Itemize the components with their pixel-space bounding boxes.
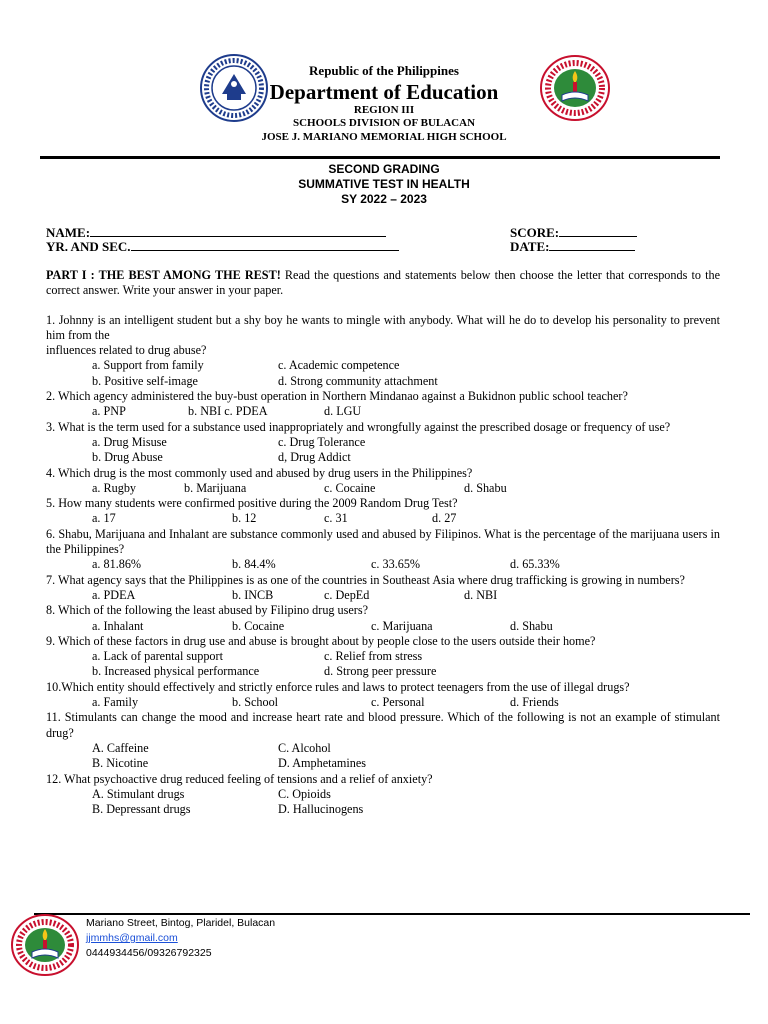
answer-option[interactable]: b. Marijuana	[184, 480, 247, 495]
question-item	[46, 313, 720, 389]
part1-instructions	[46, 268, 720, 299]
answer-option[interactable]: c. DepEd	[324, 587, 370, 602]
answer-option[interactable]: C. Opioids	[278, 786, 331, 801]
answer-option[interactable]: d. Shabu	[464, 480, 507, 495]
answer-option[interactable]: a. Support from family	[92, 358, 204, 373]
answer-row	[46, 404, 720, 419]
answer-row	[46, 588, 720, 603]
question-text: 7. What agency says that the Philippines is as one of the countries in Southeast Asia where drug trafficking is growing in numbers?	[46, 572, 685, 587]
footer-school-seal	[10, 914, 80, 976]
answer-option[interactable]: a. PNP	[92, 404, 126, 419]
answer-option[interactable]: a. Lack of parental support	[92, 649, 223, 664]
answer-option[interactable]: D. Hallucinogens	[278, 802, 364, 817]
school-line: JOSE J. MARIANO MEMORIAL HIGH SCHOOL	[261, 131, 507, 143]
question-list	[46, 313, 720, 818]
title-sy: SY 2022 – 2023	[341, 192, 427, 206]
department-title: Department of Education	[269, 80, 499, 104]
question-item	[46, 420, 720, 466]
date-field[interactable]	[510, 238, 635, 255]
answer-row	[46, 664, 720, 679]
answer-option[interactable]: D. Amphetamines	[278, 756, 367, 771]
answer-option[interactable]: b. 12	[232, 511, 257, 526]
answer-option[interactable]: d, Drug Addict	[278, 450, 351, 465]
answer-option[interactable]: b. Cocaine	[232, 618, 285, 633]
question-item	[46, 496, 720, 527]
answer-row	[46, 358, 720, 373]
region-line: REGION III	[353, 104, 415, 116]
question-item	[46, 573, 720, 604]
yr-sec-field[interactable]	[46, 238, 399, 255]
question-text-continued: influences related to drug abuse?	[46, 343, 207, 358]
republic-line: Republic of the Philippines	[309, 63, 459, 78]
question-text: 2. Which agency administered the buy-bust operation in Northern Mindanao against a Bukidnon public school teacher?	[46, 389, 628, 404]
answer-option[interactable]: b. Increased physical performance	[92, 664, 260, 679]
answer-row	[46, 557, 720, 572]
answer-option[interactable]: c. Relief from stress	[324, 649, 423, 664]
answer-option[interactable]: c. Marijuana	[371, 618, 433, 633]
answer-row	[46, 695, 720, 710]
footer-email-link[interactable]: jjmmhs@gmail.com	[86, 932, 178, 944]
answer-row	[46, 435, 720, 450]
answer-option[interactable]: d. Shabu	[510, 618, 553, 633]
date-label: DATE:	[510, 239, 550, 254]
answer-option[interactable]: b. NBI c. PDEA	[188, 404, 268, 419]
answer-option[interactable]: d. LGU	[324, 404, 362, 419]
answer-option[interactable]: a. Drug Misuse	[92, 434, 167, 449]
answer-option[interactable]: B. Depressant drugs	[92, 802, 191, 817]
question-item	[46, 634, 720, 680]
answer-row	[46, 511, 720, 526]
question-item	[46, 466, 720, 497]
question-item	[46, 389, 720, 420]
answer-option[interactable]: d. 65.33%	[510, 557, 560, 572]
question-text: 3. What is the term used for a substance used inappropriately and wrongfully against the prescribed dosage or frequency of use?	[46, 419, 671, 434]
question-text: 10.Which entity should effectively and strictly enforce rules and laws to protect teenagers from the use of illegal drugs?	[46, 679, 630, 694]
answer-option[interactable]: b. Drug Abuse	[92, 450, 163, 465]
answer-option[interactable]: a. PDEA	[92, 587, 136, 602]
part1-title: PART I : THE BEST AMONG THE REST!	[46, 268, 281, 282]
answer-option[interactable]: c. Drug Tolerance	[278, 434, 366, 449]
answer-option[interactable]: C. Alcohol	[278, 740, 331, 755]
question-text: 4. Which drug is the most commonly used and abused by drug users in the Philippines?	[46, 465, 473, 480]
answer-option[interactable]: B. Nicotine	[92, 756, 149, 771]
answer-row	[46, 619, 720, 634]
answer-option[interactable]: b. INCB	[232, 587, 274, 602]
answer-row	[46, 374, 720, 389]
answer-option[interactable]: a. 81.86%	[92, 557, 142, 572]
header-rule	[40, 156, 720, 159]
answer-row	[46, 649, 720, 664]
footer-rule	[34, 913, 750, 915]
question-item	[46, 603, 720, 634]
answer-option[interactable]: d. 27	[432, 511, 457, 526]
score-label: SCORE:	[510, 225, 560, 240]
school-seal	[540, 55, 610, 121]
answer-option[interactable]: c. 31	[324, 511, 348, 526]
answer-option[interactable]: d. NBI	[464, 587, 498, 602]
test-content	[46, 268, 720, 817]
question-text: 8. Which of the following the least abused by Filipino drug users?	[46, 603, 369, 618]
answer-row	[46, 787, 720, 802]
answer-row	[46, 741, 720, 756]
title-grading: SECOND GRADING	[328, 162, 440, 176]
answer-option[interactable]: A. Caffeine	[92, 740, 149, 755]
division-line: SCHOOLS DIVISION OF BULACAN	[292, 117, 476, 129]
question-text: 12. What psychoactive drug reduced feeling of tensions and a relief of anxiety?	[46, 771, 433, 786]
answer-option[interactable]: c. Academic competence	[278, 358, 400, 373]
question-item	[46, 680, 720, 711]
question-item	[46, 527, 720, 573]
answer-row	[46, 756, 720, 771]
answer-option[interactable]: c. Cocaine	[324, 480, 376, 495]
yr-sec-label: YR. AND SEC.	[46, 239, 131, 254]
answer-option[interactable]: c. Personal	[371, 695, 425, 710]
question-text: 11. Stimulants can change the mood and increase heart rate and blood pressure. Which of the following is not an example of stimulant drug?	[46, 710, 720, 740]
answer-row	[46, 481, 720, 496]
answer-option[interactable]: A. Stimulant drugs	[92, 786, 185, 801]
answer-option[interactable]: c. 33.65%	[371, 557, 421, 572]
title-test: SUMMATIVE TEST IN HEALTH	[298, 177, 470, 191]
footer-phone: 0444934456/09326792325	[86, 947, 212, 959]
name-label: NAME:	[46, 225, 91, 240]
answer-option[interactable]: a. Inhalant	[92, 618, 144, 633]
answer-option[interactable]: d. Strong community attachment	[278, 373, 438, 388]
answer-option[interactable]: d. Strong peer pressure	[324, 664, 437, 679]
answer-option[interactable]: d. Friends	[510, 695, 559, 710]
question-text: 5. How many students were confirmed positive during the 2009 Random Drug Test?	[46, 496, 458, 511]
answer-row	[46, 450, 720, 465]
footer-address: Mariano Street, Bintog, Plaridel, Bulacan	[86, 917, 276, 929]
answer-option[interactable]: b. Positive self-image	[92, 373, 198, 388]
answer-option[interactable]: a. Rugby	[92, 480, 137, 495]
answer-option[interactable]: b. 84.4%	[232, 557, 276, 572]
answer-option[interactable]: a. Family	[92, 695, 139, 710]
answer-row	[46, 802, 720, 817]
part1-instruction-text: Read the questions and statements below then choose the letter that corresponds to the correct answer. Write your answer in your paper.	[46, 268, 720, 298]
answer-option[interactable]: a. 17	[92, 511, 116, 526]
question-item	[46, 710, 720, 771]
question-item	[46, 772, 720, 818]
question-text: 9. Which of these factors in drug use and abuse is brought about by people close to the users outside their home?	[46, 633, 596, 648]
question-text: 6. Shabu, Marijuana and Inhalant are substance commonly used and abused by Filipinos. What is the percentage of the marijuana users in the Philippines?	[46, 526, 720, 557]
question-text: 1. Johnny is an intelligent student but a shy boy he wants to mingle with anybody. What will he do to develop his personality to prevent him from the	[46, 312, 720, 342]
answer-option[interactable]: b. School	[232, 695, 279, 710]
